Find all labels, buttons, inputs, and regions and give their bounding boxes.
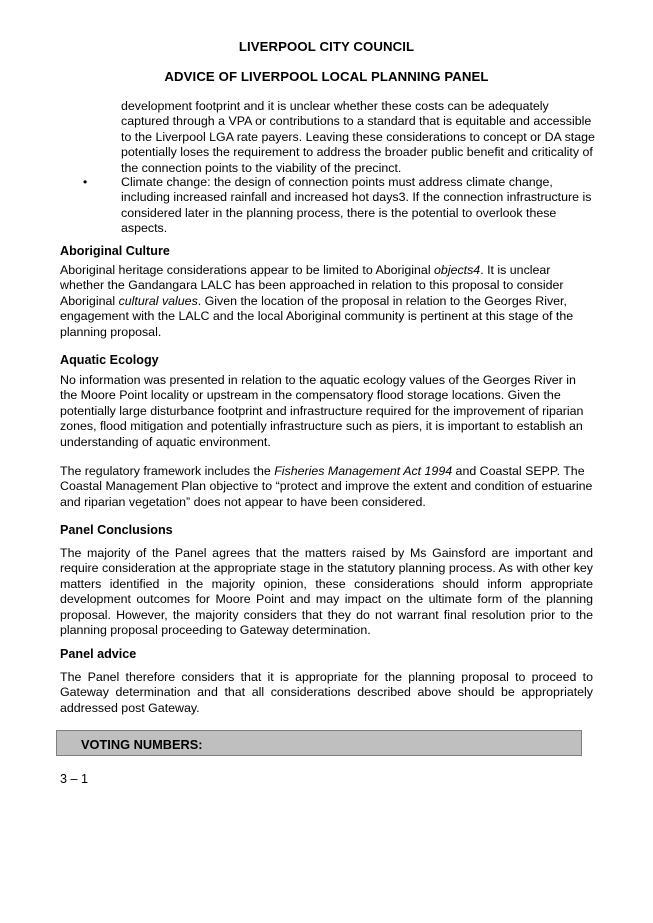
regulatory-framework-paragraph: The regulatory framework includes the Fisheries Management Act 1994 and Coastal SEPP. The Coastal Management Plan objective to “protect and improve the extent and condition of estuarine and riparian vegetation” does not appear to have been considered. xyxy=(60,464,593,509)
heading-panel-advice: Panel advice xyxy=(60,647,137,661)
voting-numbers-bar xyxy=(56,730,582,756)
objects-emphasis: objects4 xyxy=(434,263,481,277)
heading-panel-conclusions: Panel Conclusions xyxy=(60,523,173,537)
fisheries-act-emphasis: Fisheries Management Act 1994 xyxy=(274,464,453,478)
aquatic-ecology-paragraph: No information was presented in relation to the aquatic ecology values of the Georges River in the Moore Point locality or upstream in the compensatory flood storage locations. Given the potentially large disturbance footprint and infrastructure required for the improvement of riparian zones, flood mitigation and potentially infrastructure such as piers, it is important to establish an understanding of aquatic environment. xyxy=(60,373,584,449)
aboriginal-culture-paragraph: Aboriginal heritage considerations appear to be limited to Aboriginal objects4. It is unclear whether the Gandangara LALC has been approached in relation to this proposal to consider Aboriginal cultural values. Given the location of the proposal in relation to the Georges River, engagement with the LALC and the local Aboriginal community is pertinent at this stage of the planning proposal. xyxy=(60,263,574,339)
panel-title: ADVICE OF LIVERPOOL LOCAL PLANNING PANEL xyxy=(164,69,489,84)
panel-conclusions-paragraph: The majority of the Panel agrees that the matters raised by Ms Gainsford are important and require consideration at the appropriate stage in the statutory planning process. As with other key matters identified in the majority opinion, these considerations should inform appropriate development outcomes for Moore Point and may impact on the ultimate form of the planning proposal. However, the majority considers that they do not warrant final resolution prior to the planning proposal proceeding to Gateway determination. xyxy=(60,546,593,638)
council-title: LIVERPOOL CITY COUNCIL xyxy=(238,39,415,54)
bullet-text: Climate change: the design of connection points must address climate change, including increased rainfall and increased hot days3. If the connection infrastructure is considered later in the planning process, there is the potential to overlook these aspects. xyxy=(121,175,592,236)
continuation-paragraph: development footprint and it is unclear whether these costs can be adequately captured through a VPA or contributions to a standard that is equitable and accessible to the Liverpool LGA rate payers. Leaving these considerations to concept or DA stage potentially loses the requirement to address the broader public benefit and criticality of the connection points to the viability of the precinct. xyxy=(121,99,595,175)
heading-aquatic-ecology: Aquatic Ecology xyxy=(60,353,159,367)
voting-result: 3 – 1 xyxy=(60,772,89,786)
cultural-values-emphasis: cultural values xyxy=(118,293,198,308)
panel-advice-paragraph: The Panel therefore considers that it is appropriate for the planning proposal to proceed to Gateway determination and that all considerations described above should be appropriately addressed post Gateway. xyxy=(60,670,593,715)
heading-aboriginal-culture: Aboriginal Culture xyxy=(60,244,170,258)
bullet-marker: • xyxy=(83,175,88,189)
voting-numbers-label: VOTING NUMBERS: xyxy=(81,737,203,752)
